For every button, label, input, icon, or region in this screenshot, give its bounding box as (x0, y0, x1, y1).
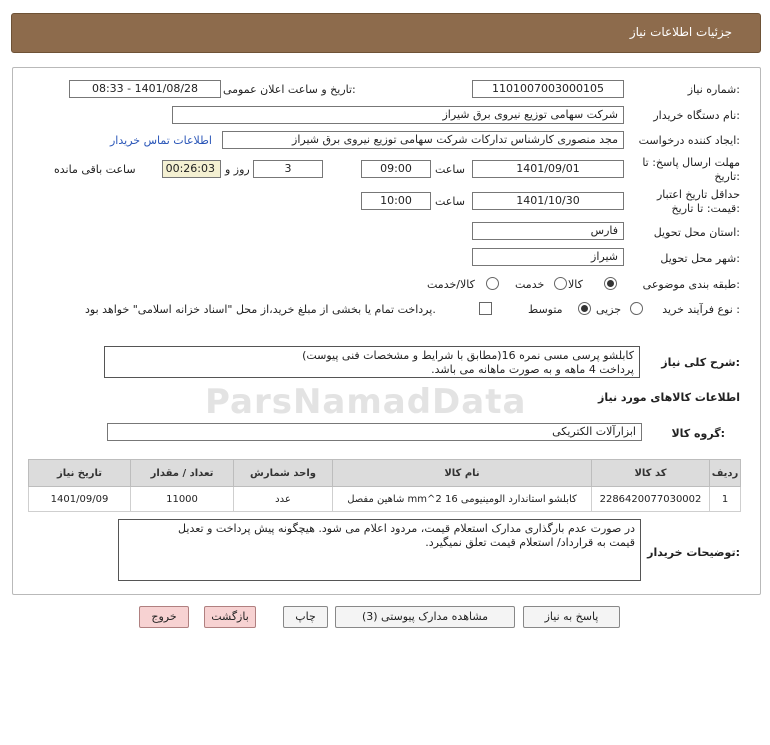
days-field: 3 (253, 160, 323, 178)
treasury-checkbox-label: پرداخت تمام یا بخشی از مبلغ خرید،از محل "اسناد خزانه اسلامی" خواهد بود. (85, 303, 436, 316)
category-radio-service[interactable] (554, 277, 567, 290)
table-row[interactable] (29, 487, 741, 512)
goods-section-title: اطلاعات کالاهای مورد نیاز (598, 391, 740, 404)
process-option-medium: متوسط (528, 303, 563, 316)
category-option-service: خدمت (515, 278, 545, 291)
city-label: شهر محل تحویل: (660, 252, 740, 265)
buyer-field: شرکت سهامی توزیع نیروی برق شیراز (172, 106, 624, 124)
description-label: شرح کلی نیاز: (661, 356, 740, 369)
col-quantity: تعداد / مقدار (131, 460, 234, 487)
category-radio-both[interactable] (486, 277, 499, 290)
announce-field: 1401/08/28 - 08:33 (69, 80, 221, 98)
print-button[interactable]: چاپ (283, 606, 328, 628)
buyer-contact-link[interactable]: اطلاعات تماس خریدار (110, 134, 212, 147)
validity-label: حداقل تاریخ اعتبار (656, 188, 740, 201)
days-label: روز و (225, 163, 250, 176)
validity-label-date: قیمت: تا تاریخ: (671, 202, 740, 215)
treasury-checkbox[interactable] (479, 302, 492, 315)
cell-unit: عدد (234, 487, 333, 512)
cell-goods-code: 2286420077030002 (592, 487, 710, 512)
deadline-label: مهلت ارسال پاسخ: تا (642, 156, 740, 169)
reply-button[interactable]: پاسخ به نیاز (523, 606, 620, 628)
buyer-notes-line-2: قیمت به قرارداد/ استعلام قیمت تعلق نمیگیرد. (425, 536, 635, 549)
goods-table (28, 459, 741, 512)
col-unit: واحد شمارش (234, 460, 333, 487)
description-box (104, 346, 640, 378)
validity-date-field: 1401/10/30 (472, 192, 624, 210)
validity-time-label: ساعت (435, 195, 465, 208)
description-line-1: کابلشو پرسی مسی نمره 16(مطابق با شرایط و مشخصات فنی پیوست) (302, 349, 634, 362)
creator-label: ایجاد کننده درخواست: (638, 134, 740, 147)
buyer-notes-label: توضیحات خریدار: (647, 546, 740, 559)
buyer-label: نام دستگاه خریدار: (653, 109, 740, 122)
province-label: استان محل تحویل: (653, 226, 740, 239)
col-goods-name: نام کالا (333, 460, 592, 487)
process-radio-medium[interactable] (578, 302, 591, 315)
category-option-goods: کالا (568, 278, 583, 291)
deadline-time-field: 09:00 (361, 160, 431, 178)
window-title: جزئیات اطلاعات نیاز (629, 25, 732, 39)
buyer-notes-line-1: در صورت عدم بارگذاری مدارک استعلام قیمت، مردود اعلام می شود. هیچگونه پیش پرداخت و تعدیل (178, 522, 635, 535)
cell-quantity: 11000 (131, 487, 234, 512)
deadline-time-label: ساعت (435, 163, 465, 176)
remaining-label: ساعت باقی مانده (54, 163, 136, 176)
validity-time-field: 10:00 (361, 192, 431, 210)
window-titlebar (11, 13, 761, 53)
province-field: فارس (472, 222, 624, 240)
back-button[interactable]: بازگشت (204, 606, 256, 628)
col-row-number: ردیف (710, 460, 741, 487)
cell-goods-name: کابلشو استاندارد الومینیومی 16 mm^2 شاهین مفصل (333, 487, 592, 512)
process-radio-minor[interactable] (630, 302, 643, 315)
category-radio-goods[interactable] (604, 277, 617, 290)
creator-field: مجد منصوری کارشناس تدارکات شرکت سهامی توزیع نیروی برق شیراز (222, 131, 624, 149)
goods-group-label: گروه کالا: (671, 427, 725, 440)
need-number-field: 1101007003000105 (472, 80, 624, 98)
goods-group-field: ابزارآلات الکتریکی (107, 423, 642, 441)
city-field: شیراز (472, 248, 624, 266)
exit-button[interactable]: خروج (139, 606, 189, 628)
remaining-time-field: 00:26:03 (162, 160, 221, 178)
process-option-minor: جزیی (596, 303, 622, 316)
deadline-date-field: 1401/09/01 (472, 160, 624, 178)
col-need-date: تاریخ نیاز (29, 460, 131, 487)
announce-label: تاریخ و ساعت اعلان عمومی: (223, 83, 356, 96)
goods-table-header (29, 460, 741, 487)
need-number-label: شماره نیاز: (687, 83, 740, 96)
cell-need-date: 1401/09/09 (29, 487, 131, 512)
col-goods-code: کد کالا (592, 460, 710, 487)
deadline-label-date: تاریخ: (714, 170, 740, 183)
category-option-both: کالا/خدمت (427, 278, 475, 291)
watermark-text: ParsNamadData (205, 382, 527, 422)
buyer-notes-box (118, 519, 641, 581)
process-label: نوع فرآیند خرید : (662, 303, 740, 316)
description-line-2: پرداخت 4 ماهه و به صورت ماهانه می باشد. (431, 363, 634, 376)
cell-row-number: 1 (710, 487, 741, 512)
category-label: طبقه بندی موضوعی: (642, 278, 740, 291)
view-attachments-button[interactable]: مشاهده مدارک پیوستی (3) (335, 606, 515, 628)
